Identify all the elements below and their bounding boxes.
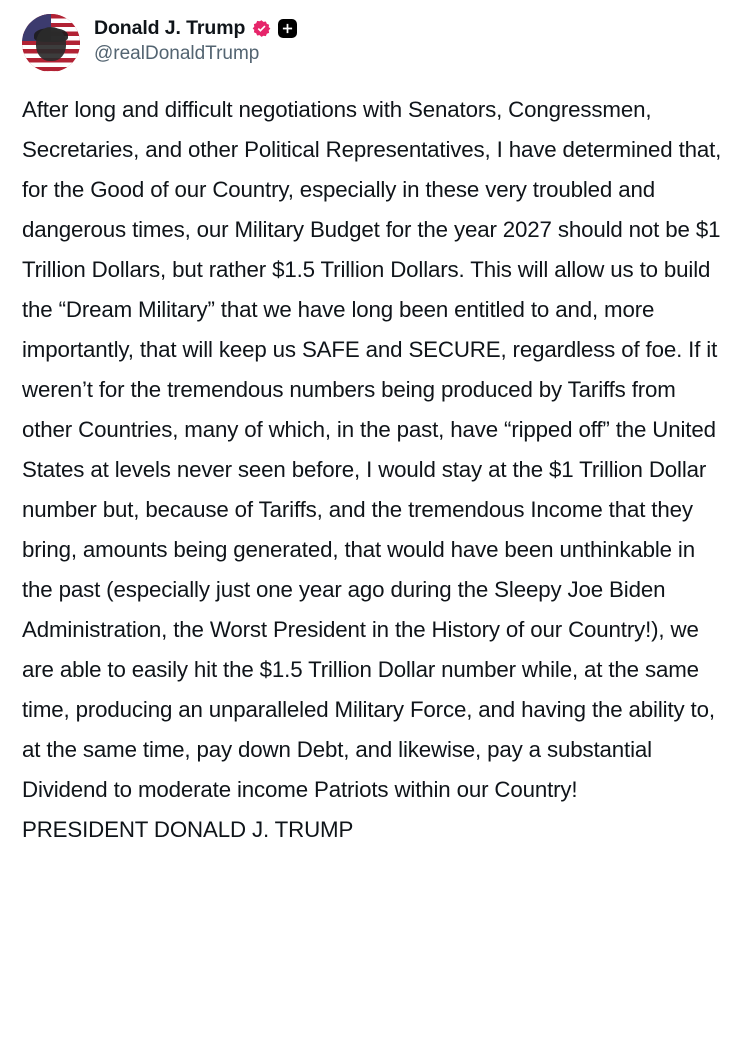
author-handle[interactable]: @realDonaldTrump <box>94 43 260 65</box>
post-header <box>22 14 728 72</box>
post-body-text: After long and difficult negotiations with Senators, Congressmen, Secretaries, and other Political Representatives, I have determined that, for the Good of our Country, especially in these very troubled and dangerous times, our Military Budget for the year 2027 should not be $1 Trillion Dollars, but rather $1.5 Trillion Dollars. This will allow us to build the “Dream Military” that we have long been entitled to and, more importantly, that will keep us SAFE and SECURE, regardless of foe. If it weren’t for the tremendous numbers being produced by Tariffs from other Countries, many of which, in the past, have “ripped off” the United States at levels never seen before, I would stay at the $1 Trillion Dollar number but, because of Tariffs, and the tremendous Income that they bring, amounts being generated, that would have been unthinkable in the past (especially just one year ago during the Sleepy Joe Biden Administration, the Worst President in the History of our Country!), we are able to easily hit the $1.5 Trillion Dollar number while, at the same time, producing an unparalleled Military Force, and having the ability to, at the same time, pay down Debt, and likewise, pay a substantial Dividend to moderate income Patriots within our Country! <box>22 97 728 802</box>
author-identity <box>94 14 297 66</box>
avatar[interactable] <box>22 14 80 72</box>
author-name-row <box>94 17 297 39</box>
verified-check-icon[interactable] <box>252 19 271 38</box>
plus-badge-icon[interactable] <box>278 19 297 38</box>
author-display-name[interactable]: Donald J. Trump <box>94 17 246 39</box>
avatar-portrait-face <box>36 27 66 61</box>
post-signature: PRESIDENT DONALD J. TRUMP <box>22 817 354 842</box>
